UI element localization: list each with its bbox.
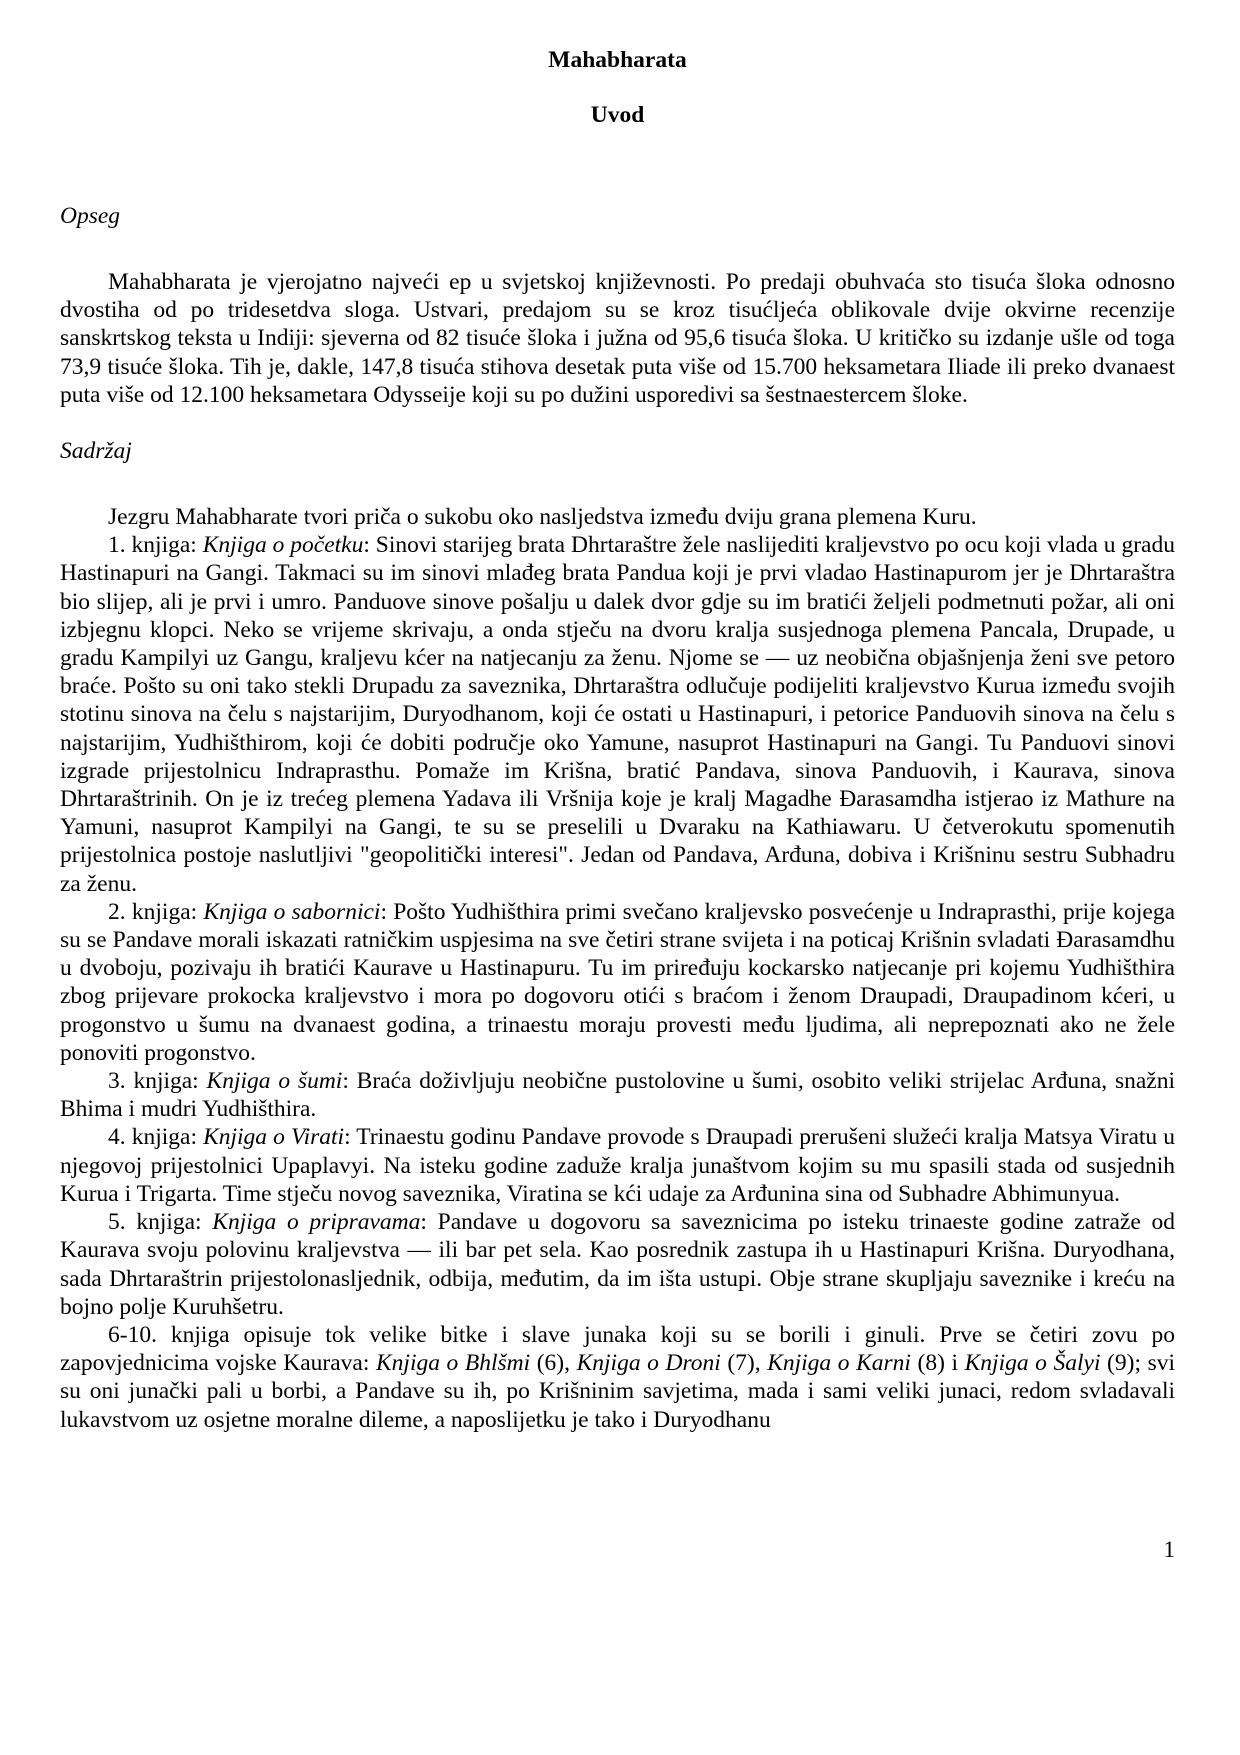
book-1-text: : Sinovi starijeg brata Dhrtaraštre žele naslijediti kraljevstvo po ocu koji vlada u gradu Hastinapuri na Gangi. Takmaci su im sinovi mlađeg brata Pandua koji je prvi vladao Hastinapurom jer je Dhrtaraštra bio slijep, ali je prvi i umro. Panduove sinove pošalju u dalek dvor gdje su im bratići željeli podmetnuti požar, ali oni izbjegnu klopci. Neko se vrijeme skrivaju, a onda stječu na dvoru kralja susjednoga plemena Pancala, Drupade, u gradu Kampilyi uz Gangu, kraljevu kćer na natjecanju za ženu. Njome se — uz neobična objašnjenja ženi sve petoro braće. Pošto su oni tako stekli Drupadu za saveznika, Dhrtaraštra odlučuje podijeliti kraljevstvo Kurua između svojih stotinu sinova na čelu s najstarijim, Duryodhanom, koji će ostati u Hastinapuri, i petorice Panduovih sinova na čelu s najstarijim, Yudhišthirom, koji će dobiti područje oko Yamune, nasuprot Hastinapuri na Gangi. Tu Panduovi sinovi izgrade prijestolnicu Indraprasthu. Pomaže im Krišna, bratić Pandava, sinova Panduovih, i Kaurava, sinova Dhrtaraštrinih. On je iz trećeg plemena Yadava ili Vršnija koje je kralj Magadhe Đarasamdha istjerao iz Mathure na Yamuni, nasuprot Kampilyi na Gangi, te su se preselili u Dvaraku na Kathiawaru. U četverokutu spomenutih prijestolnica postoje naslutljivi "geopolitički interesi". Jedan od Pandava, Arđuna, dobiva i Krišninu sestru Subhadru za ženu. <box>60 532 1175 897</box>
book-3-prefix: 3. knjiga: <box>108 1068 207 1095</box>
book-5-text: : Pandave u dogovoru sa saveznicima po isteku trinaeste godine zatraže od Kaurava svoju polovinu kraljevstva — ili bar pet sela. Kao posrednik zastupa ih u Hastinapuri Krišna. Duryodhana, sada Dhrtaraštrin prijestolonasljednik, odbija, međutim, da im išta ustupi. Obje strane skupljaju saveznike i kreću na bojno polje Kuruhšetru. <box>60 1209 1175 1320</box>
book-5-title: Knjiga o pripravama <box>212 1209 421 1236</box>
paragraph-book-2 <box>60 898 1175 1067</box>
book-4-text: : Trinaestu godinu Pandave provode s Draupadi prerušeni služeći kralja Matsya Viratu u njegovoj prijestolnici Upaplavyi. Na isteku godine zaduže kralja junaštvom kojim su mu spasili stada od susjednih Kurua i Trigarta. Time stječu novog saveznika, Viratina se kći udaje za Arđunina sina od Subhadre Abhimunyua. <box>60 1124 1175 1207</box>
section-heading-sadrzaj: Sadržaj <box>60 438 132 465</box>
book-7-title: Knjiga o Droni <box>576 1350 721 1377</box>
page-number: 1 <box>1163 1537 1175 1562</box>
books-6-10-intro: 6-10. knjiga opisuje tok velike bitke i slave junaka koji su se borili i ginuli. Prve se četiri zovu po zapovjednicima vojske Kaurava: <box>60 1321 1175 1377</box>
paragraph-intro: Jezgru Mahabharate tvori priča o sukobu oko nasljedstva između dviju grana plemena Kuru. <box>108 504 977 531</box>
document-subtitle: Uvod <box>590 102 645 128</box>
book-9-title: Knjiga o Šalyi <box>964 1350 1101 1377</box>
book-6-number: (6), <box>530 1350 577 1377</box>
paragraph-book-3 <box>60 1067 1175 1123</box>
book-4-title: Knjiga o Virati <box>203 1124 345 1151</box>
document-page <box>60 46 1175 1434</box>
book-4-prefix: 4. knjiga: <box>108 1124 204 1151</box>
paragraph-opseg: Mahabharata je vjerojatno najveći ep u svjetskoj književnosti. Po predaji obuhvaća sto tisuća šloka odnosno dvostiha od po tridesetdva sloga. Ustvari, predajom su se kroz tisućljeća oblikovale dvije okvirne recenzije sanskrtskog teksta u Indiji: sjeverna od 82 tisuće šloka i južna od 95,6 tisuća šloka. U kritičko su izdanje ušle od toga 73,9 tisuće šloka. Tih je, dakle, 147,8 tisuća stihova desetak puta više od 15.700 heksametara Iliade ili preko dvanaest puta više od 12.100 heksametara Odysseije koji su po dužini usporedivi sa šestnaestercem šloke. <box>60 269 1175 408</box>
book-7-number: (7), <box>720 1350 768 1377</box>
book-2-title: Knjiga o sabornici <box>203 898 381 925</box>
paragraph-books-6-10 <box>60 1321 1175 1434</box>
book-3-text: : Braća doživljuju neobične pustolovine u šumi, osobito veliki strijelac Arđuna, snažni Bhima i mudri Yudhišthira. <box>60 1068 1175 1123</box>
book-2-text: : Pošto Yudhišthira primi svečano kraljevsko posvećenje u Indraprasthi, prije kojega su se Pandave morali iskazati ratničkim uspjesima na sve četiri strane svijeta i na poticaj Krišnin svladati Đarasamdhu u dvoboju, pozivaju ih bratići Kaurave u Hastinapuru. Tu im priređuju kockarsko natjecanje pri kojemu Yudhišthira zbog prijevare prokocka kraljevstvo i mora po dogovoru otići s braćom i ženom Draupadi, Draupadinom kćeri, u progonstvo u šumu na dvanaest godina, a trinaestu moraju provesti među ljudima, ali neprepoznati ako ne žele ponoviti progonstvo. <box>60 898 1175 1066</box>
paragraph-book-5 <box>60 1208 1175 1321</box>
book-1-title: Knjiga o početku <box>202 532 364 559</box>
paragraph-book-4 <box>60 1123 1175 1208</box>
paragraph-book-1 <box>60 531 1175 898</box>
book-6-title: Knjiga o Bhlšmi <box>375 1350 531 1377</box>
book-8-number: (8) i <box>910 1350 965 1377</box>
book-5-prefix: 5. knjiga: <box>108 1209 213 1236</box>
book-1-prefix: 1. knjiga: <box>108 532 203 559</box>
book-9-continuation: (9); svi su oni junački pali u borbi, a Pandave su ih, po Krišninim savjetima, mada i sami veliki junaci, redom svladavali lukavstvom uz osjetne moralne dileme, a naposlijetku je tako i Duryodhanu <box>60 1350 1175 1433</box>
book-8-title: Knjiga o Karni <box>767 1350 911 1377</box>
book-2-prefix: 2. knjiga: <box>108 898 204 925</box>
document-title: Mahabharata <box>548 47 687 73</box>
book-3-title: Knjiga o šumi <box>206 1068 343 1095</box>
section-heading-opseg: Opseg <box>60 203 121 229</box>
